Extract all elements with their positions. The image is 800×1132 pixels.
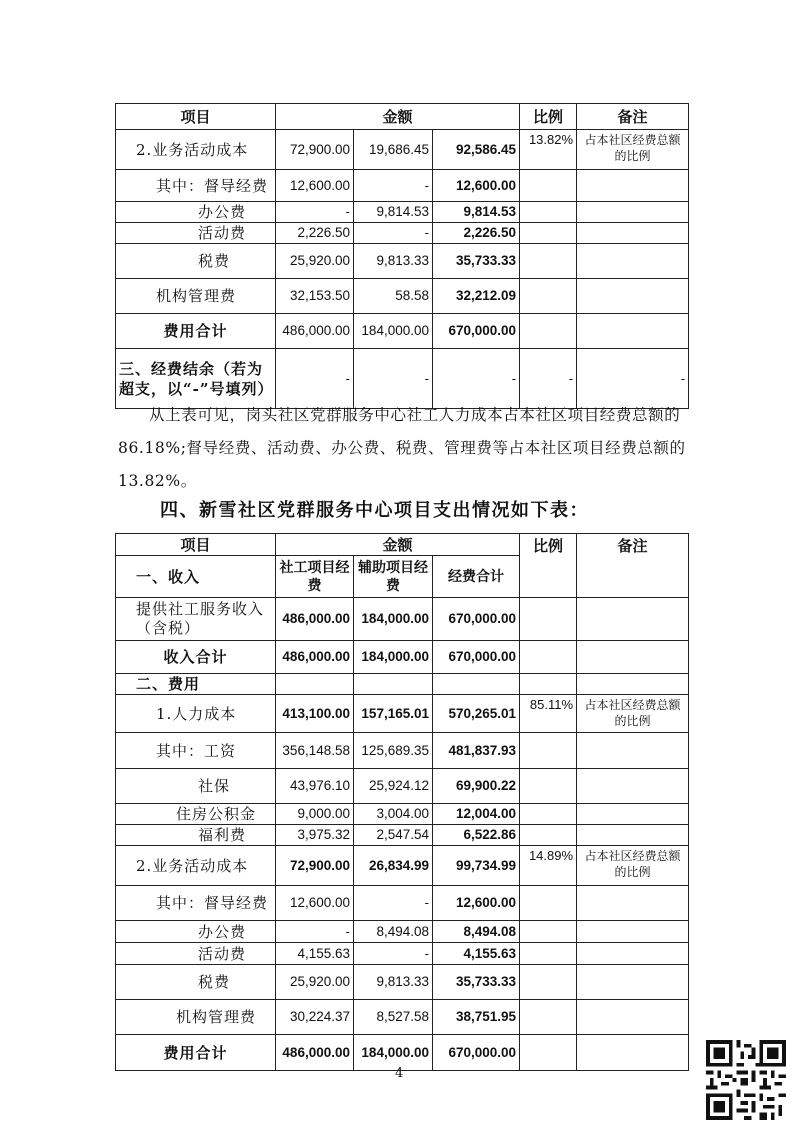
cell-a: - — [276, 202, 354, 223]
cell-b: 19,686.45 — [354, 130, 433, 170]
cell-note — [577, 1035, 689, 1071]
cell-ratio — [520, 804, 577, 825]
row-label: 收入合计 — [116, 641, 276, 674]
table-row — [116, 202, 689, 223]
cell-total: 92,586.45 — [433, 130, 520, 170]
cell-b: 125,689.35 — [354, 733, 433, 769]
cell-b: - — [354, 223, 433, 244]
cell-note — [577, 825, 689, 846]
cell-total: 35,733.33 — [433, 244, 520, 279]
row-label: 住房公积金 — [116, 804, 276, 825]
cell-a: 2,226.50 — [276, 223, 354, 244]
summary-paragraph: 从上表可见，岗头社区党群服务中心社工人力成本占本社区项目经费总额的86.18%;督导经费、活动费、办公费、税费、管理费等占本社区项目经费总额的13.82%。 — [118, 406, 686, 490]
cell-b: 26,834.99 — [354, 846, 433, 886]
table-row — [116, 279, 689, 314]
header-item: 项目 — [116, 534, 276, 556]
row-label: 税费 — [116, 965, 276, 1000]
table-row — [116, 921, 689, 943]
cell-b: 9,814.53 — [354, 202, 433, 223]
row-label: 其中：工资 — [116, 733, 276, 769]
cell-note: 占本社区经费总额的比例 — [577, 695, 689, 733]
cell-ratio — [520, 965, 577, 1000]
cell-ratio — [520, 170, 577, 202]
cell-note — [577, 769, 689, 804]
row-label: 2.业务活动成本 — [116, 846, 276, 886]
cell-total: 38,751.95 — [433, 1000, 520, 1035]
table-row — [116, 170, 689, 202]
header-note: 备注 — [577, 534, 689, 598]
cell-a: 413,100.00 — [276, 695, 354, 733]
cell-note — [577, 279, 689, 314]
cell-a: - — [276, 921, 354, 943]
cell-b: 9,813.33 — [354, 244, 433, 279]
cell-b: 184,000.00 — [354, 314, 433, 349]
cell-note — [577, 886, 689, 921]
cell-total: 4,155.63 — [433, 943, 520, 965]
row-label: 办公费 — [116, 202, 276, 223]
row-label: 机构管理费 — [116, 279, 276, 314]
cell-ratio: 14.89% — [520, 846, 577, 886]
cell-note — [577, 641, 689, 674]
cell-total: - — [433, 349, 520, 409]
row-label: 社保 — [116, 769, 276, 804]
cell-note — [577, 314, 689, 349]
cell-note — [577, 598, 689, 641]
cell-ratio: 13.82% — [520, 130, 577, 170]
header-item: 项目 — [116, 104, 276, 130]
cell-a: 72,900.00 — [276, 846, 354, 886]
cell-a: 486,000.00 — [276, 1035, 354, 1071]
cell-ratio — [520, 886, 577, 921]
cell-a: 72,900.00 — [276, 130, 354, 170]
cell-ratio — [520, 641, 577, 674]
table-row — [116, 825, 689, 846]
table-row — [116, 886, 689, 921]
cell-b: - — [354, 170, 433, 202]
header-amount: 金额 — [276, 534, 520, 556]
cell-a: 4,155.63 — [276, 943, 354, 965]
expense-table-gangtou — [115, 103, 689, 409]
cell-total: 670,000.00 — [433, 314, 520, 349]
cell-b: 2,547.54 — [354, 825, 433, 846]
cell-total: 69,900.22 — [433, 769, 520, 804]
table-row — [116, 846, 689, 886]
table-row — [116, 314, 689, 349]
cell-b: 3,004.00 — [354, 804, 433, 825]
cell-a: 25,920.00 — [276, 244, 354, 279]
table-row — [116, 965, 689, 1000]
row-label: 其中：督导经费 — [116, 170, 276, 202]
income-section-label: 一、收入 — [116, 556, 276, 598]
table-row — [116, 674, 689, 695]
cell-note — [577, 921, 689, 943]
row-label: 2.业务活动成本 — [116, 130, 276, 170]
cell-note — [577, 674, 689, 695]
cell-a: 43,976.10 — [276, 769, 354, 804]
expense-table-xinxue — [115, 533, 689, 1071]
cell-total: 670,000.00 — [433, 1035, 520, 1071]
cell-ratio — [520, 598, 577, 641]
header-ratio: 比例 — [520, 534, 577, 598]
cell-total — [433, 674, 520, 695]
cell-note — [577, 244, 689, 279]
cell-note — [577, 223, 689, 244]
cell-ratio — [520, 921, 577, 943]
cell-a — [276, 674, 354, 695]
table-row — [116, 769, 689, 804]
cell-total: 35,733.33 — [433, 965, 520, 1000]
table-row — [116, 695, 689, 733]
cell-b: 25,924.12 — [354, 769, 433, 804]
header-amount: 金额 — [276, 104, 520, 130]
cell-b: 184,000.00 — [354, 598, 433, 641]
row-label: 税费 — [116, 244, 276, 279]
header-col-total: 经费合计 — [433, 556, 520, 598]
cell-a: - — [276, 349, 354, 409]
cell-ratio: - — [520, 349, 577, 409]
cell-b: 58.58 — [354, 279, 433, 314]
cell-total: 12,600.00 — [433, 886, 520, 921]
cell-b: 9,813.33 — [354, 965, 433, 1000]
cell-ratio — [520, 202, 577, 223]
row-label: 提供社工服务收入（含税） — [116, 598, 276, 641]
cell-note — [577, 804, 689, 825]
row-label: 二、费用 — [116, 674, 276, 695]
cell-b: 184,000.00 — [354, 1035, 433, 1071]
table-row — [116, 223, 689, 244]
cell-a: 25,920.00 — [276, 965, 354, 1000]
cell-a: 12,600.00 — [276, 170, 354, 202]
qr-code-icon — [706, 1040, 786, 1120]
table-row — [116, 598, 689, 641]
cell-total: 670,000.00 — [433, 598, 520, 641]
cell-a: 486,000.00 — [276, 598, 354, 641]
section-heading: 四、新雪社区党群服务中心项目支出情况如下表： — [160, 500, 589, 521]
row-label: 其中：督导经费 — [116, 886, 276, 921]
cell-note — [577, 1000, 689, 1035]
cell-a: 9,000.00 — [276, 804, 354, 825]
cell-note: - — [577, 349, 689, 409]
cell-total: 32,212.09 — [433, 279, 520, 314]
cell-total: 9,814.53 — [433, 202, 520, 223]
cell-total: 2,226.50 — [433, 223, 520, 244]
cell-b: 8,494.08 — [354, 921, 433, 943]
cell-ratio — [520, 769, 577, 804]
header-col-b: 辅助项目经费 — [354, 556, 433, 598]
table-row — [116, 130, 689, 170]
row-label: 费用合计 — [116, 314, 276, 349]
cell-a: 356,148.58 — [276, 733, 354, 769]
cell-b: 157,165.01 — [354, 695, 433, 733]
cell-b: - — [354, 349, 433, 409]
row-label: 活动费 — [116, 223, 276, 244]
cell-note: 占本社区经费总额的比例 — [577, 130, 689, 170]
table-row — [116, 1000, 689, 1035]
row-label: 办公费 — [116, 921, 276, 943]
cell-ratio — [520, 223, 577, 244]
cell-b: - — [354, 943, 433, 965]
cell-ratio — [520, 244, 577, 279]
cell-a: 30,224.37 — [276, 1000, 354, 1035]
cell-ratio — [520, 825, 577, 846]
header-col-a: 社工项目经费 — [276, 556, 354, 598]
cell-ratio — [520, 733, 577, 769]
cell-ratio — [520, 943, 577, 965]
cell-b: - — [354, 886, 433, 921]
table-row — [116, 943, 689, 965]
header-ratio: 比例 — [520, 104, 577, 130]
cell-total: 12,004.00 — [433, 804, 520, 825]
table-header-row — [116, 534, 689, 556]
cell-ratio — [520, 314, 577, 349]
cell-total: 570,265.01 — [433, 695, 520, 733]
table-row — [116, 641, 689, 674]
cell-b: 184,000.00 — [354, 641, 433, 674]
row-label: 福利费 — [116, 825, 276, 846]
cell-ratio — [520, 674, 577, 695]
cell-a: 32,153.50 — [276, 279, 354, 314]
table-row — [116, 733, 689, 769]
cell-total: 8,494.08 — [433, 921, 520, 943]
cell-ratio — [520, 1000, 577, 1035]
cell-total: 6,522.86 — [433, 825, 520, 846]
table-row — [116, 244, 689, 279]
page-number: 4 — [395, 1066, 404, 1081]
row-label: 机构管理费 — [116, 1000, 276, 1035]
cell-ratio — [520, 1035, 577, 1071]
cell-total: 670,000.00 — [433, 641, 520, 674]
cell-ratio: 85.11% — [520, 695, 577, 733]
cell-note — [577, 943, 689, 965]
cell-note — [577, 733, 689, 769]
cell-total: 481,837.93 — [433, 733, 520, 769]
cell-b: 8,527.58 — [354, 1000, 433, 1035]
cell-a: 486,000.00 — [276, 641, 354, 674]
row-label: 三、经费结余（若为超支，以“-”号填列） — [116, 349, 276, 409]
row-label: 费用合计 — [116, 1035, 276, 1071]
cell-total: 12,600.00 — [433, 170, 520, 202]
header-note: 备注 — [577, 104, 689, 130]
cell-a: 3,975.32 — [276, 825, 354, 846]
cell-total: 99,734.99 — [433, 846, 520, 886]
cell-note — [577, 965, 689, 1000]
cell-note — [577, 170, 689, 202]
cell-note — [577, 202, 689, 223]
cell-ratio — [520, 279, 577, 314]
cell-b — [354, 674, 433, 695]
table-row — [116, 804, 689, 825]
cell-a: 12,600.00 — [276, 886, 354, 921]
table-header-row — [116, 104, 689, 130]
row-label: 活动费 — [116, 943, 276, 965]
row-label: 1.人力成本 — [116, 695, 276, 733]
cell-note: 占本社区经费总额的比例 — [577, 846, 689, 886]
cell-a: 486,000.00 — [276, 314, 354, 349]
